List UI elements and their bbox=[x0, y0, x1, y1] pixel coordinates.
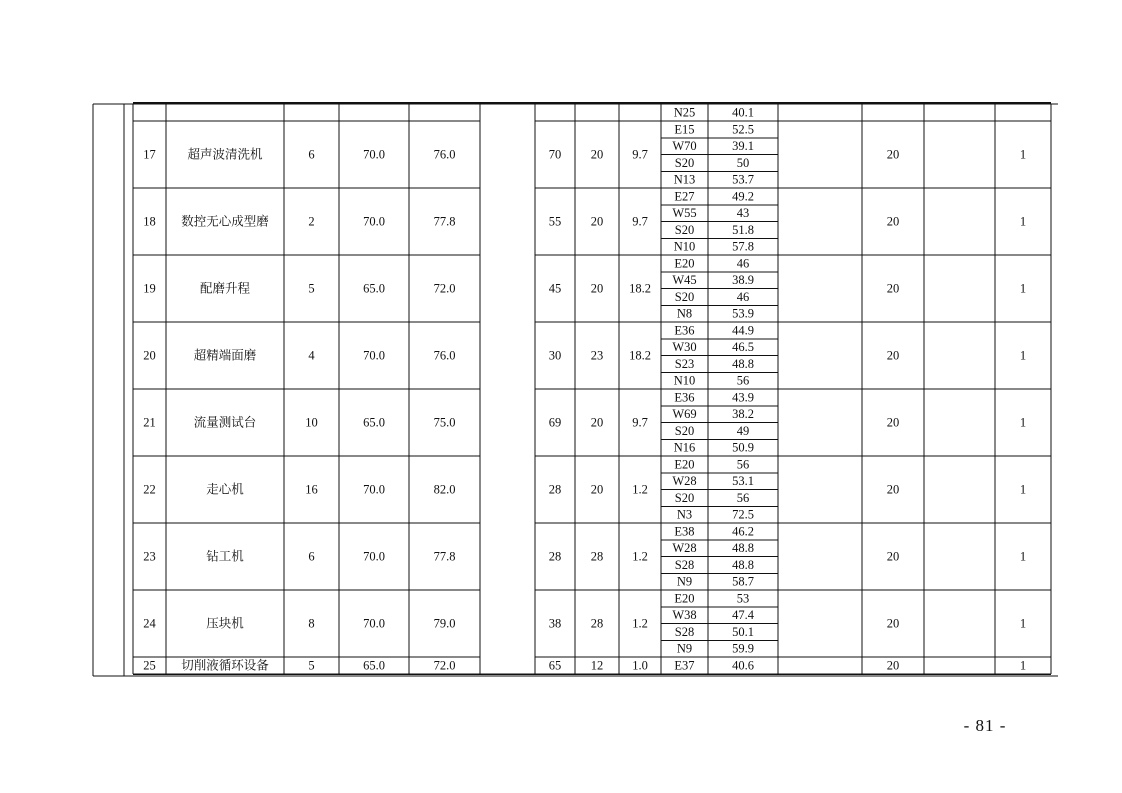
direction-cell: W70 bbox=[672, 139, 697, 154]
value-cell: 38.2 bbox=[732, 407, 754, 422]
source-level-cell: 65.0 bbox=[363, 658, 385, 673]
direction-cell: N9 bbox=[676, 574, 693, 589]
value-cell: 40.1 bbox=[732, 105, 754, 120]
quantity-cell: 5 bbox=[308, 658, 315, 673]
count-cell: 1 bbox=[1019, 147, 1027, 162]
quantity-cell: 6 bbox=[308, 147, 315, 162]
value-cell: 53.1 bbox=[732, 474, 754, 489]
direction-cell: S28 bbox=[674, 624, 695, 639]
time-cell: 20 bbox=[886, 147, 900, 162]
value-cell: 47.4 bbox=[732, 608, 754, 623]
direction-cell: E36 bbox=[674, 390, 695, 405]
distance-cell: 12 bbox=[590, 658, 604, 673]
direction-cell: N3 bbox=[676, 507, 693, 522]
time-cell: 20 bbox=[886, 281, 900, 296]
count-cell: 1 bbox=[1019, 658, 1027, 673]
direction-cell: S23 bbox=[674, 356, 695, 371]
row-number: 17 bbox=[143, 147, 156, 162]
distance-cell: 20 bbox=[590, 147, 604, 162]
distance-cell: 20 bbox=[590, 281, 604, 296]
time-cell: 20 bbox=[886, 549, 900, 564]
value-cell: 57.8 bbox=[732, 239, 754, 254]
value-cell: 38.9 bbox=[732, 273, 754, 288]
value-cell: 48.8 bbox=[732, 356, 754, 371]
direction-cell: W30 bbox=[672, 340, 697, 355]
direction-cell: E20 bbox=[674, 591, 695, 606]
equipment-name: 走心机 bbox=[206, 482, 244, 497]
value-cell: 46.2 bbox=[732, 524, 754, 539]
direction-cell: N10 bbox=[673, 239, 696, 254]
quantity-cell: 4 bbox=[308, 348, 315, 363]
combined-level-cell: 79.0 bbox=[433, 616, 456, 631]
combined-level-cell: 77.8 bbox=[433, 549, 456, 564]
distance-cell: 30 bbox=[548, 348, 562, 363]
combined-level-cell: 75.0 bbox=[433, 415, 456, 430]
value-cell: 50.1 bbox=[732, 624, 754, 639]
value-cell: 46 bbox=[736, 256, 750, 271]
direction-cell: W55 bbox=[672, 206, 697, 221]
value-cell: 48.8 bbox=[732, 541, 754, 556]
value-cell: 39.1 bbox=[732, 139, 754, 154]
source-level-cell: 70.0 bbox=[363, 348, 385, 363]
direction-cell: S20 bbox=[674, 423, 695, 438]
equipment-name: 超声波清洗机 bbox=[187, 147, 263, 162]
combined-level-cell: 76.0 bbox=[433, 348, 456, 363]
row-number: 22 bbox=[143, 482, 156, 497]
time-cell: 20 bbox=[886, 616, 900, 631]
combined-level-cell: 77.8 bbox=[433, 214, 456, 229]
value-cell: 56 bbox=[736, 457, 750, 472]
source-level-cell: 70.0 bbox=[363, 482, 385, 497]
value-cell: 49 bbox=[736, 423, 750, 438]
direction-cell: N16 bbox=[673, 440, 696, 455]
direction-cell: E15 bbox=[674, 122, 695, 137]
distance-cell: 1.0 bbox=[632, 658, 648, 673]
direction-cell: N9 bbox=[676, 641, 693, 656]
value-cell: 58.7 bbox=[732, 574, 754, 589]
direction-cell: S20 bbox=[674, 490, 695, 505]
count-cell: 1 bbox=[1019, 348, 1027, 363]
distance-cell: 9.7 bbox=[632, 415, 648, 430]
count-cell: 1 bbox=[1019, 415, 1027, 430]
combined-level-cell: 82.0 bbox=[433, 482, 456, 497]
quantity-cell: 8 bbox=[308, 616, 315, 631]
value-cell: 43.9 bbox=[732, 390, 754, 405]
value-cell: 56 bbox=[736, 373, 750, 388]
source-level-cell: 70.0 bbox=[363, 616, 385, 631]
combined-level-cell: 72.0 bbox=[433, 281, 456, 296]
combined-level-cell: 76.0 bbox=[433, 147, 456, 162]
count-cell: 1 bbox=[1019, 482, 1027, 497]
direction-cell: W69 bbox=[672, 407, 697, 422]
row-number: 23 bbox=[143, 549, 156, 564]
value-cell: 52.5 bbox=[732, 122, 754, 137]
time-cell: 20 bbox=[886, 658, 900, 673]
row-number: 25 bbox=[143, 658, 156, 673]
page-number: - 81 - bbox=[963, 716, 1007, 735]
quantity-cell: 5 bbox=[308, 281, 315, 296]
row-number: 19 bbox=[143, 281, 156, 296]
distance-cell: 18.2 bbox=[629, 348, 651, 363]
distance-cell: 65 bbox=[548, 658, 562, 673]
value-cell: 53.9 bbox=[732, 306, 754, 321]
equipment-name: 数控无心成型磨 bbox=[181, 214, 269, 229]
direction-cell: N13 bbox=[673, 172, 696, 187]
time-cell: 20 bbox=[886, 214, 900, 229]
equipment-name: 超精端面磨 bbox=[193, 348, 257, 363]
distance-cell: 20 bbox=[590, 214, 604, 229]
source-level-cell: 70.0 bbox=[363, 147, 385, 162]
distance-cell: 20 bbox=[590, 482, 604, 497]
source-level-cell: 65.0 bbox=[363, 281, 385, 296]
value-cell: 53 bbox=[736, 591, 750, 606]
value-cell: 44.9 bbox=[732, 323, 754, 338]
direction-cell: N10 bbox=[673, 373, 696, 388]
distance-cell: 28 bbox=[590, 616, 604, 631]
quantity-cell: 16 bbox=[305, 482, 318, 497]
direction-cell: S20 bbox=[674, 222, 695, 237]
distance-cell: 38 bbox=[548, 616, 562, 631]
direction-cell: N8 bbox=[676, 306, 693, 321]
distance-cell: 1.2 bbox=[632, 616, 648, 631]
distance-cell: 28 bbox=[548, 549, 562, 564]
time-cell: 20 bbox=[886, 415, 900, 430]
equipment-name: 流量测试台 bbox=[193, 415, 257, 430]
direction-cell: E38 bbox=[674, 524, 695, 539]
direction-cell: W28 bbox=[672, 474, 697, 489]
direction-cell: E20 bbox=[674, 256, 695, 271]
source-level-cell: 65.0 bbox=[363, 415, 385, 430]
combined-level-cell: 72.0 bbox=[433, 658, 456, 673]
count-cell: 1 bbox=[1019, 214, 1027, 229]
direction-cell: S20 bbox=[674, 155, 695, 170]
row-number: 18 bbox=[143, 214, 156, 229]
direction-cell: E27 bbox=[674, 189, 695, 204]
value-cell: 72.5 bbox=[732, 507, 754, 522]
equipment-name: 配磨升程 bbox=[199, 281, 251, 296]
value-cell: 59.9 bbox=[732, 641, 754, 656]
distance-cell: 28 bbox=[548, 482, 562, 497]
value-cell: 43 bbox=[736, 206, 750, 221]
direction-cell: W38 bbox=[672, 608, 697, 623]
distance-cell: 28 bbox=[590, 549, 604, 564]
equipment-name: 切削液循环设备 bbox=[181, 658, 269, 673]
equipment-name: 钻工机 bbox=[206, 549, 244, 564]
distance-cell: 23 bbox=[590, 348, 604, 363]
value-cell: 50 bbox=[736, 155, 750, 170]
direction-cell: S28 bbox=[674, 557, 695, 572]
time-cell: 20 bbox=[886, 482, 900, 497]
distance-cell: 70 bbox=[548, 147, 562, 162]
distance-cell: 1.2 bbox=[632, 482, 648, 497]
value-cell: 40.6 bbox=[732, 658, 754, 673]
distance-cell: 9.7 bbox=[632, 214, 648, 229]
distance-cell: 55 bbox=[548, 214, 562, 229]
direction-cell: E37 bbox=[674, 658, 695, 673]
quantity-cell: 6 bbox=[308, 549, 315, 564]
distance-cell: 20 bbox=[590, 415, 604, 430]
direction-cell: E20 bbox=[674, 457, 695, 472]
distance-cell: 9.7 bbox=[632, 147, 648, 162]
value-cell: 51.8 bbox=[732, 222, 754, 237]
count-cell: 1 bbox=[1019, 281, 1027, 296]
equipment-name: 压块机 bbox=[206, 616, 244, 631]
row-number: 24 bbox=[143, 616, 156, 631]
source-level-cell: 70.0 bbox=[363, 549, 385, 564]
quantity-cell: 10 bbox=[305, 415, 318, 430]
direction-cell: E36 bbox=[674, 323, 695, 338]
value-cell: 48.8 bbox=[732, 557, 754, 572]
distance-cell: 69 bbox=[548, 415, 562, 430]
direction-cell: S20 bbox=[674, 289, 695, 304]
count-cell: 1 bbox=[1019, 616, 1027, 631]
value-cell: 46 bbox=[736, 289, 750, 304]
quantity-cell: 2 bbox=[308, 214, 315, 229]
value-cell: 50.9 bbox=[732, 440, 754, 455]
time-cell: 20 bbox=[886, 348, 900, 363]
direction-cell: W28 bbox=[672, 541, 697, 556]
value-cell: 56 bbox=[736, 490, 750, 505]
row-number: 20 bbox=[143, 348, 156, 363]
direction-cell: W45 bbox=[672, 273, 697, 288]
source-level-cell: 70.0 bbox=[363, 214, 385, 229]
value-cell: 53.7 bbox=[732, 172, 754, 187]
distance-cell: 1.2 bbox=[632, 549, 648, 564]
row-number: 21 bbox=[143, 415, 156, 430]
distance-cell: 45 bbox=[548, 281, 562, 296]
value-cell: 49.2 bbox=[732, 189, 754, 204]
value-cell: 46.5 bbox=[732, 340, 754, 355]
distance-cell: 18.2 bbox=[629, 281, 651, 296]
direction-cell: N25 bbox=[673, 105, 696, 120]
count-cell: 1 bbox=[1019, 549, 1027, 564]
